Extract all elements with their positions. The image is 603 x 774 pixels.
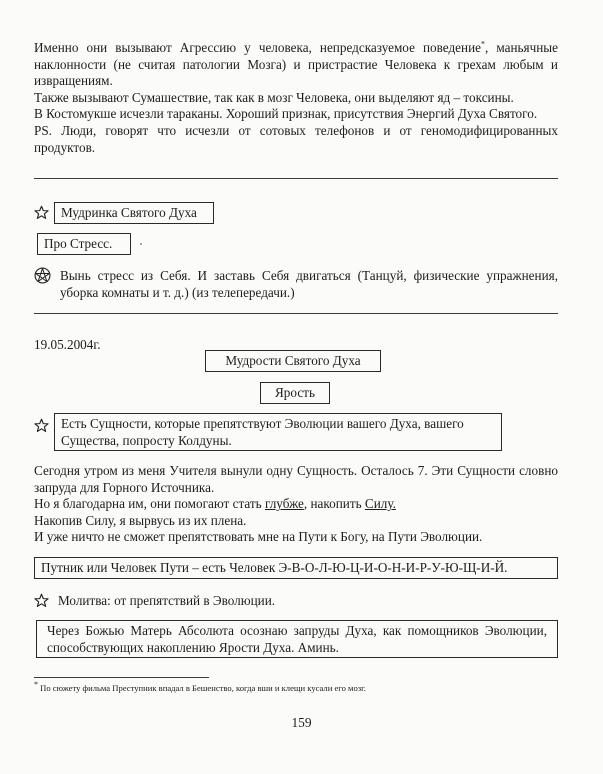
star-outline-icon xyxy=(34,418,49,433)
prayer-label: Молитва: от препятствий в Эволюции. xyxy=(58,593,276,608)
scan-speck xyxy=(140,243,142,245)
prayer-text: Через Божью Матерь Абсолюта осознаю запруды Духа, как помощников Эволюции, способствующих накоплению Ярости Духа. Аминь. xyxy=(47,623,547,655)
section2-subtitle: Ярость xyxy=(275,385,315,400)
section2-body xyxy=(34,463,558,546)
section2-paragraph-1: Сегодня утром из меня Учителя вынули одну Сущность. Осталось 7. Эти Сущности словно запруда для Горного Источника. xyxy=(34,463,558,495)
p2-text-a: Но я благодарна им, они помогают стать xyxy=(34,496,265,512)
section2-subtitle-box xyxy=(260,382,330,404)
footnote xyxy=(34,680,366,694)
date: 19.05.2004г. xyxy=(34,337,101,352)
subtitle-box xyxy=(37,233,131,255)
entities-text: Есть Сущности, которые препятствуют Эволюции вашего Духа, вашего Существа, попросту Колдуны. xyxy=(61,416,464,448)
intro-block xyxy=(34,40,558,156)
page-number: 159 xyxy=(291,715,312,730)
star-outline-icon xyxy=(34,205,49,220)
traveler-text: Путник или Человек Пути – есть Человек Э-В-О-Л-Ю-Ц-И-О-Н-И-Р-У-Ю-Щ-И-Й. xyxy=(41,560,508,575)
divider-1 xyxy=(34,178,558,179)
section2-title-box xyxy=(205,350,381,372)
section-title: Мудринка Святого Духа xyxy=(61,205,197,220)
section-title-box xyxy=(54,202,214,224)
underlined-strength: Силу. xyxy=(364,496,396,512)
star-outline-icon xyxy=(34,593,49,608)
section2-title: Мудрости Святого Духа xyxy=(225,353,361,368)
p2-text-b: , накопить xyxy=(303,496,365,512)
traveler-box xyxy=(34,557,558,579)
entities-box xyxy=(54,413,502,451)
section2-paragraph-4: И уже ничто не сможет препятствовать мне на Пути к Богу, на Пути Эволюции. xyxy=(34,529,483,545)
subtitle: Про Стресс. xyxy=(44,236,113,251)
footnote-marker: * xyxy=(480,39,485,49)
divider-2 xyxy=(34,313,558,314)
section2-paragraph-2 xyxy=(34,496,558,513)
footnote-text: По сюжету фильма Преступник впадал в Бешенство, когда вши и клещи кусали его мозг. xyxy=(38,683,366,693)
footnote-divider xyxy=(34,677,209,678)
paragraph-1-rest: , маньячные наклонности (не считая патологии Мозга) и пристрастие Человека к грехам любым и извращениям. xyxy=(34,40,558,89)
section2-paragraph-3: Накопив Силу, я вырвусь из их плена. xyxy=(34,512,247,528)
footnote-mark: * xyxy=(34,680,38,690)
paragraph-1 xyxy=(34,40,558,90)
prayer-box xyxy=(36,620,558,658)
paragraph-4: PS. Люди, говорят что исчезли от сотовых телефонов и от геномодифицированных продуктов. xyxy=(34,122,558,155)
pentagram-circle-icon xyxy=(34,267,51,284)
paragraph-1-text: Именно они вызывают Агрессию у человека, непредсказуемое поведение xyxy=(34,40,481,55)
paragraph-2: Также вызывают Сумашествие, так как в мозг Человека, они выделяют яд – токсины. xyxy=(34,89,514,105)
underlined-deeper: глубже xyxy=(264,496,304,512)
stress-text: Вынь стресс из Себя. И заставь Себя двигаться (Танцуй, физические упражнения, уборка комнаты и т. д.) (из телепередачи.) xyxy=(60,268,558,300)
paragraph-3: В Костомукше исчезли тараканы. Хороший признак, присутствия Энергий Духа Святого. xyxy=(34,106,538,122)
